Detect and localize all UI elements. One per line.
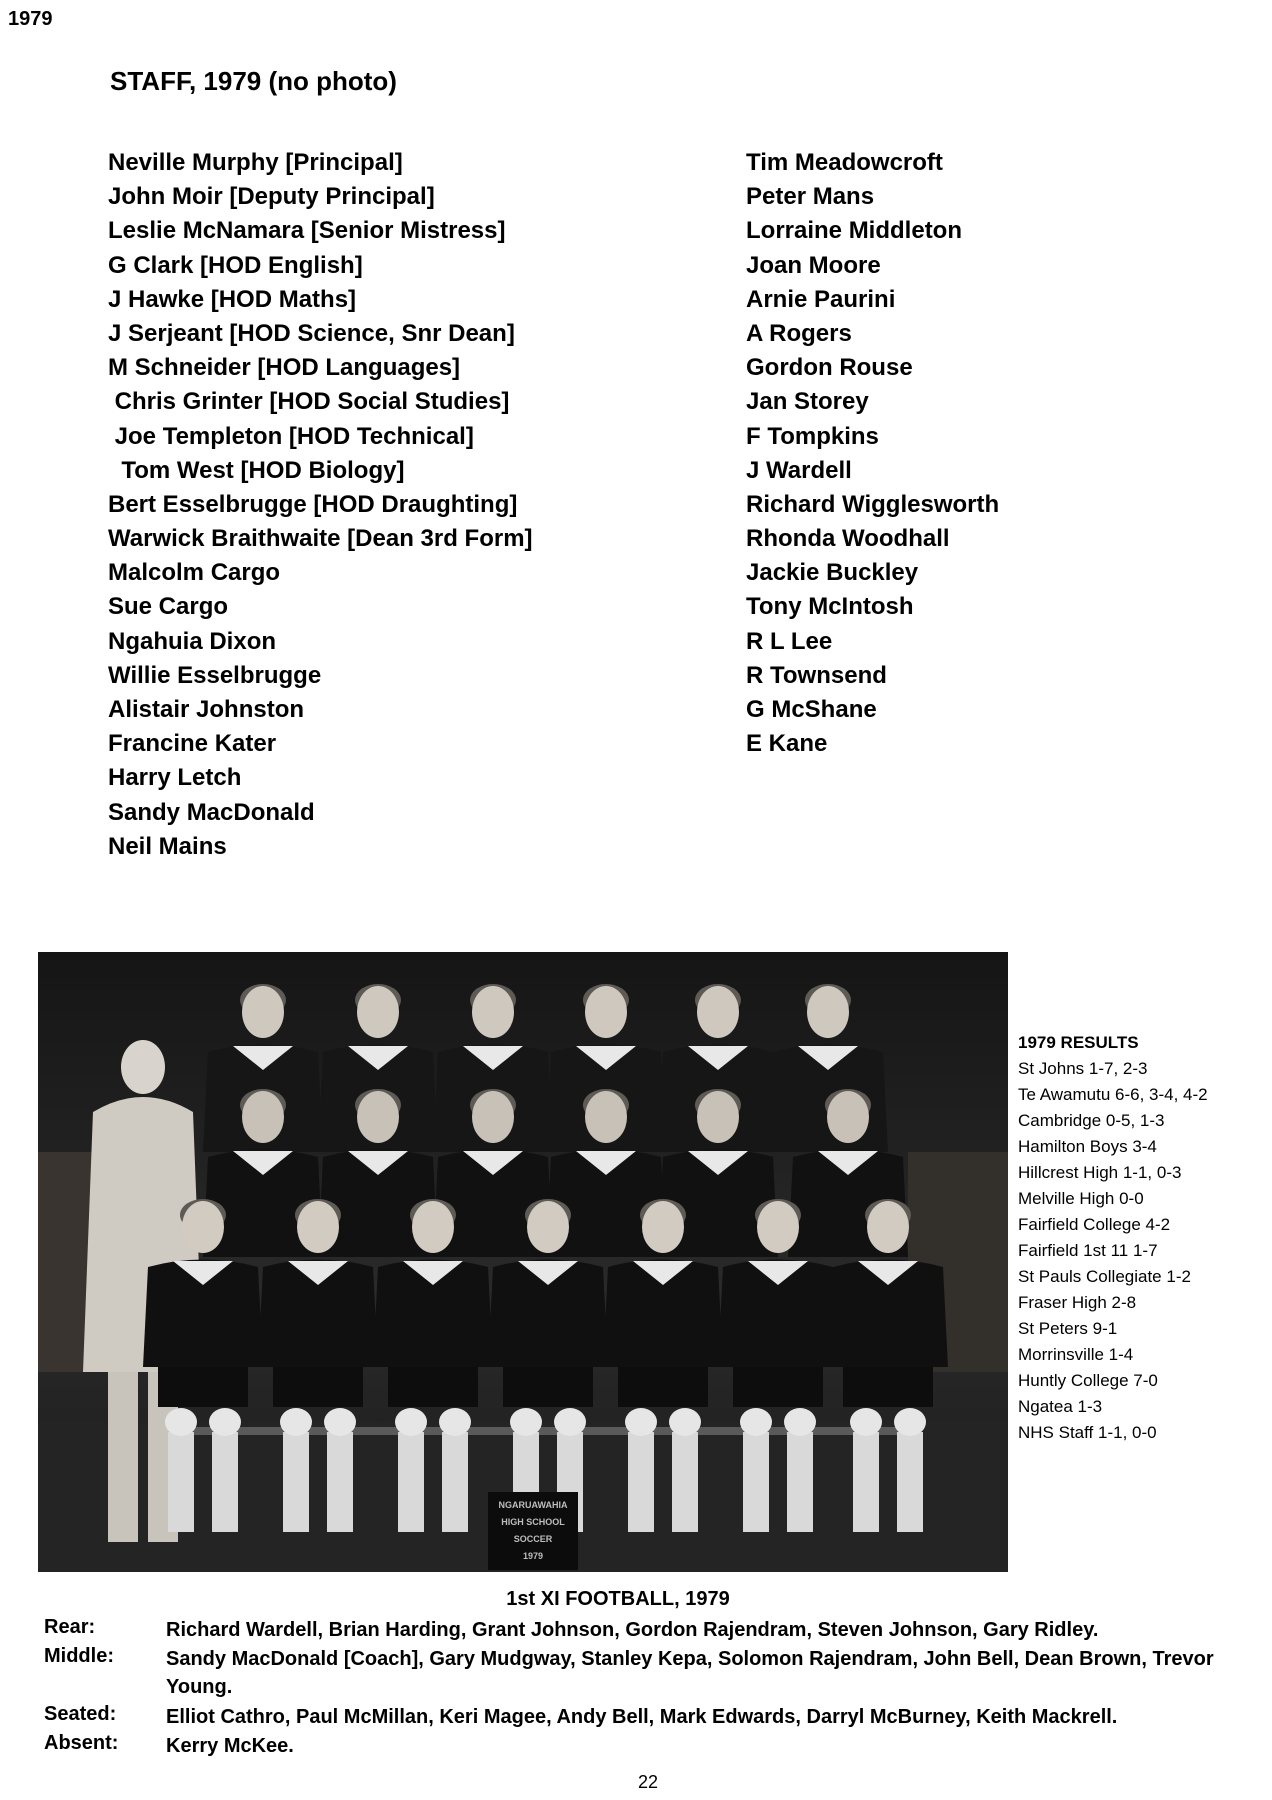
caption-rear-label: Rear: [44,1616,96,1638]
results-title: 1979 RESULTS [1018,1033,1139,1052]
result-item: St Johns 1-7, 2-3 [1018,1059,1148,1078]
result-item: Hamilton Boys 3-4 [1018,1137,1157,1156]
result-item: Cambridge 0-5, 1-3 [1018,1111,1165,1130]
result-item: Ngatea 1-3 [1018,1397,1103,1416]
staff-name: Rhonda Woodhall [746,525,950,553]
photo-sign-line: 1979 [522,1551,544,1561]
result-item: Morrinsville 1-4 [1018,1345,1134,1364]
staff-name: Warwick Braithwaite [Dean 3rd Form] [108,525,533,553]
staff-name: Harry Letch [108,764,242,792]
caption-seated-text: Elliot Cathro, Paul McMillan, Keri Magee, Andy Bell, Mark Edwards, Darryl McBurney, Keith Mackrell. [166,1706,1118,1728]
staff-name: E Kane [746,730,828,758]
staff-name: Neville Murphy [Principal] [108,149,403,176]
staff-name: Gordon Rouse [746,354,913,382]
photo-sign-line: SOCCER [513,1534,553,1544]
photo-sign-line: HIGH SCHOOL [501,1517,565,1527]
result-item: Huntly College 7-0 [1018,1371,1158,1390]
caption-middle-text: Sandy MacDonald [Coach], Gary Mudgway, Stanley Kepa, Solomon Rajendram, John Bell, Dean Brown, Trevor Young. [166,1648,1214,1698]
caption-rear-text: Richard Wardell, Brian Harding, Grant Johnson, Gordon Rajendram, Steven Johnson, Gary Ridley. [166,1619,1099,1641]
staff-name: Neil Mains [108,832,227,860]
staff-name: J Serjeant [HOD Science, Snr Dean] [108,319,515,347]
staff-name: Arnie Paurini [746,285,896,313]
staff-name: Chris Grinter [HOD Social Studies] [108,388,510,416]
staff-name: M Schneider [HOD Languages] [108,354,461,382]
staff-name: J Wardell [746,456,852,484]
staff-name: Jan Storey [746,388,869,416]
staff-name: Tom West [HOD Biology] [108,456,405,484]
staff-name: Tony McIntosh [746,593,914,621]
staff-name: Bert Esselbrugge [HOD Draughting] [108,490,518,518]
result-item: Fairfield 1st 11 1-7 [1018,1241,1158,1260]
staff-heading: STAFF, 1979 (no photo) [110,66,397,96]
staff-name: Sue Cargo [108,593,229,621]
caption-absent-text: Kerry McKee. [166,1735,294,1757]
staff-name: Joan Moore [746,251,881,279]
staff-name: J Hawke [HOD Maths] [108,285,357,313]
staff-name: R L Lee [746,627,833,655]
staff-name: R Townsend [746,661,887,689]
result-item: St Pauls Collegiate 1-2 [1018,1267,1191,1286]
result-item: Te Awamutu 6-6, 3-4, 4-2 [1018,1085,1208,1104]
photo-sign-line: NGARUAWAHIA [498,1500,568,1510]
result-item: Fraser High 2-8 [1018,1293,1137,1312]
staff-name: Leslie McNamara [Senior Mistress] [108,217,506,245]
team-photo [38,952,1008,1572]
staff-name: Peter Mans [746,183,875,211]
staff-name: Francine Kater [108,730,277,758]
staff-name: Sandy MacDonald [108,798,315,826]
staff-name: Tim Meadowcroft [746,149,943,176]
result-item: NHS Staff 1-1, 0-0 [1018,1423,1157,1442]
staff-name: G Clark [HOD English] [108,251,363,279]
caption-absent-label: Absent: [44,1732,119,1754]
result-item: Fairfield College 4-2 [1018,1215,1171,1234]
staff-name: Malcolm Cargo [108,559,281,587]
staff-list-right [746,146,999,761]
staff-name: Joe Templeton [HOD Technical] [108,422,474,450]
caption-middle-label: Middle: [44,1645,114,1667]
caption-seated-label: Seated: [44,1703,117,1725]
photo-caption-title: 1st XI FOOTBALL, 1979 [506,1588,730,1610]
staff-name: Ngahuia Dixon [108,627,277,655]
staff-name: John Moir [Deputy Principal] [108,183,435,211]
results-list [1018,1030,1208,1446]
staff-name: Alistair Johnston [108,696,305,723]
page-number: 22 [637,1772,659,1792]
staff-list-left [108,146,533,864]
staff-name: A Rogers [746,319,852,347]
staff-name: Willie Esselbrugge [108,661,322,689]
staff-name: F Tompkins [746,422,879,450]
page-year: 1979 [8,8,53,30]
staff-name: G McShane [746,696,877,723]
result-item: Melville High 0-0 [1018,1189,1144,1208]
staff-name: Richard Wigglesworth [746,490,1000,518]
staff-name: Jackie Buckley [746,559,919,587]
result-item: St Peters 9-1 [1018,1319,1118,1338]
result-item: Hillcrest High 1-1, 0-3 [1018,1163,1182,1182]
staff-name: Lorraine Middleton [746,217,962,245]
